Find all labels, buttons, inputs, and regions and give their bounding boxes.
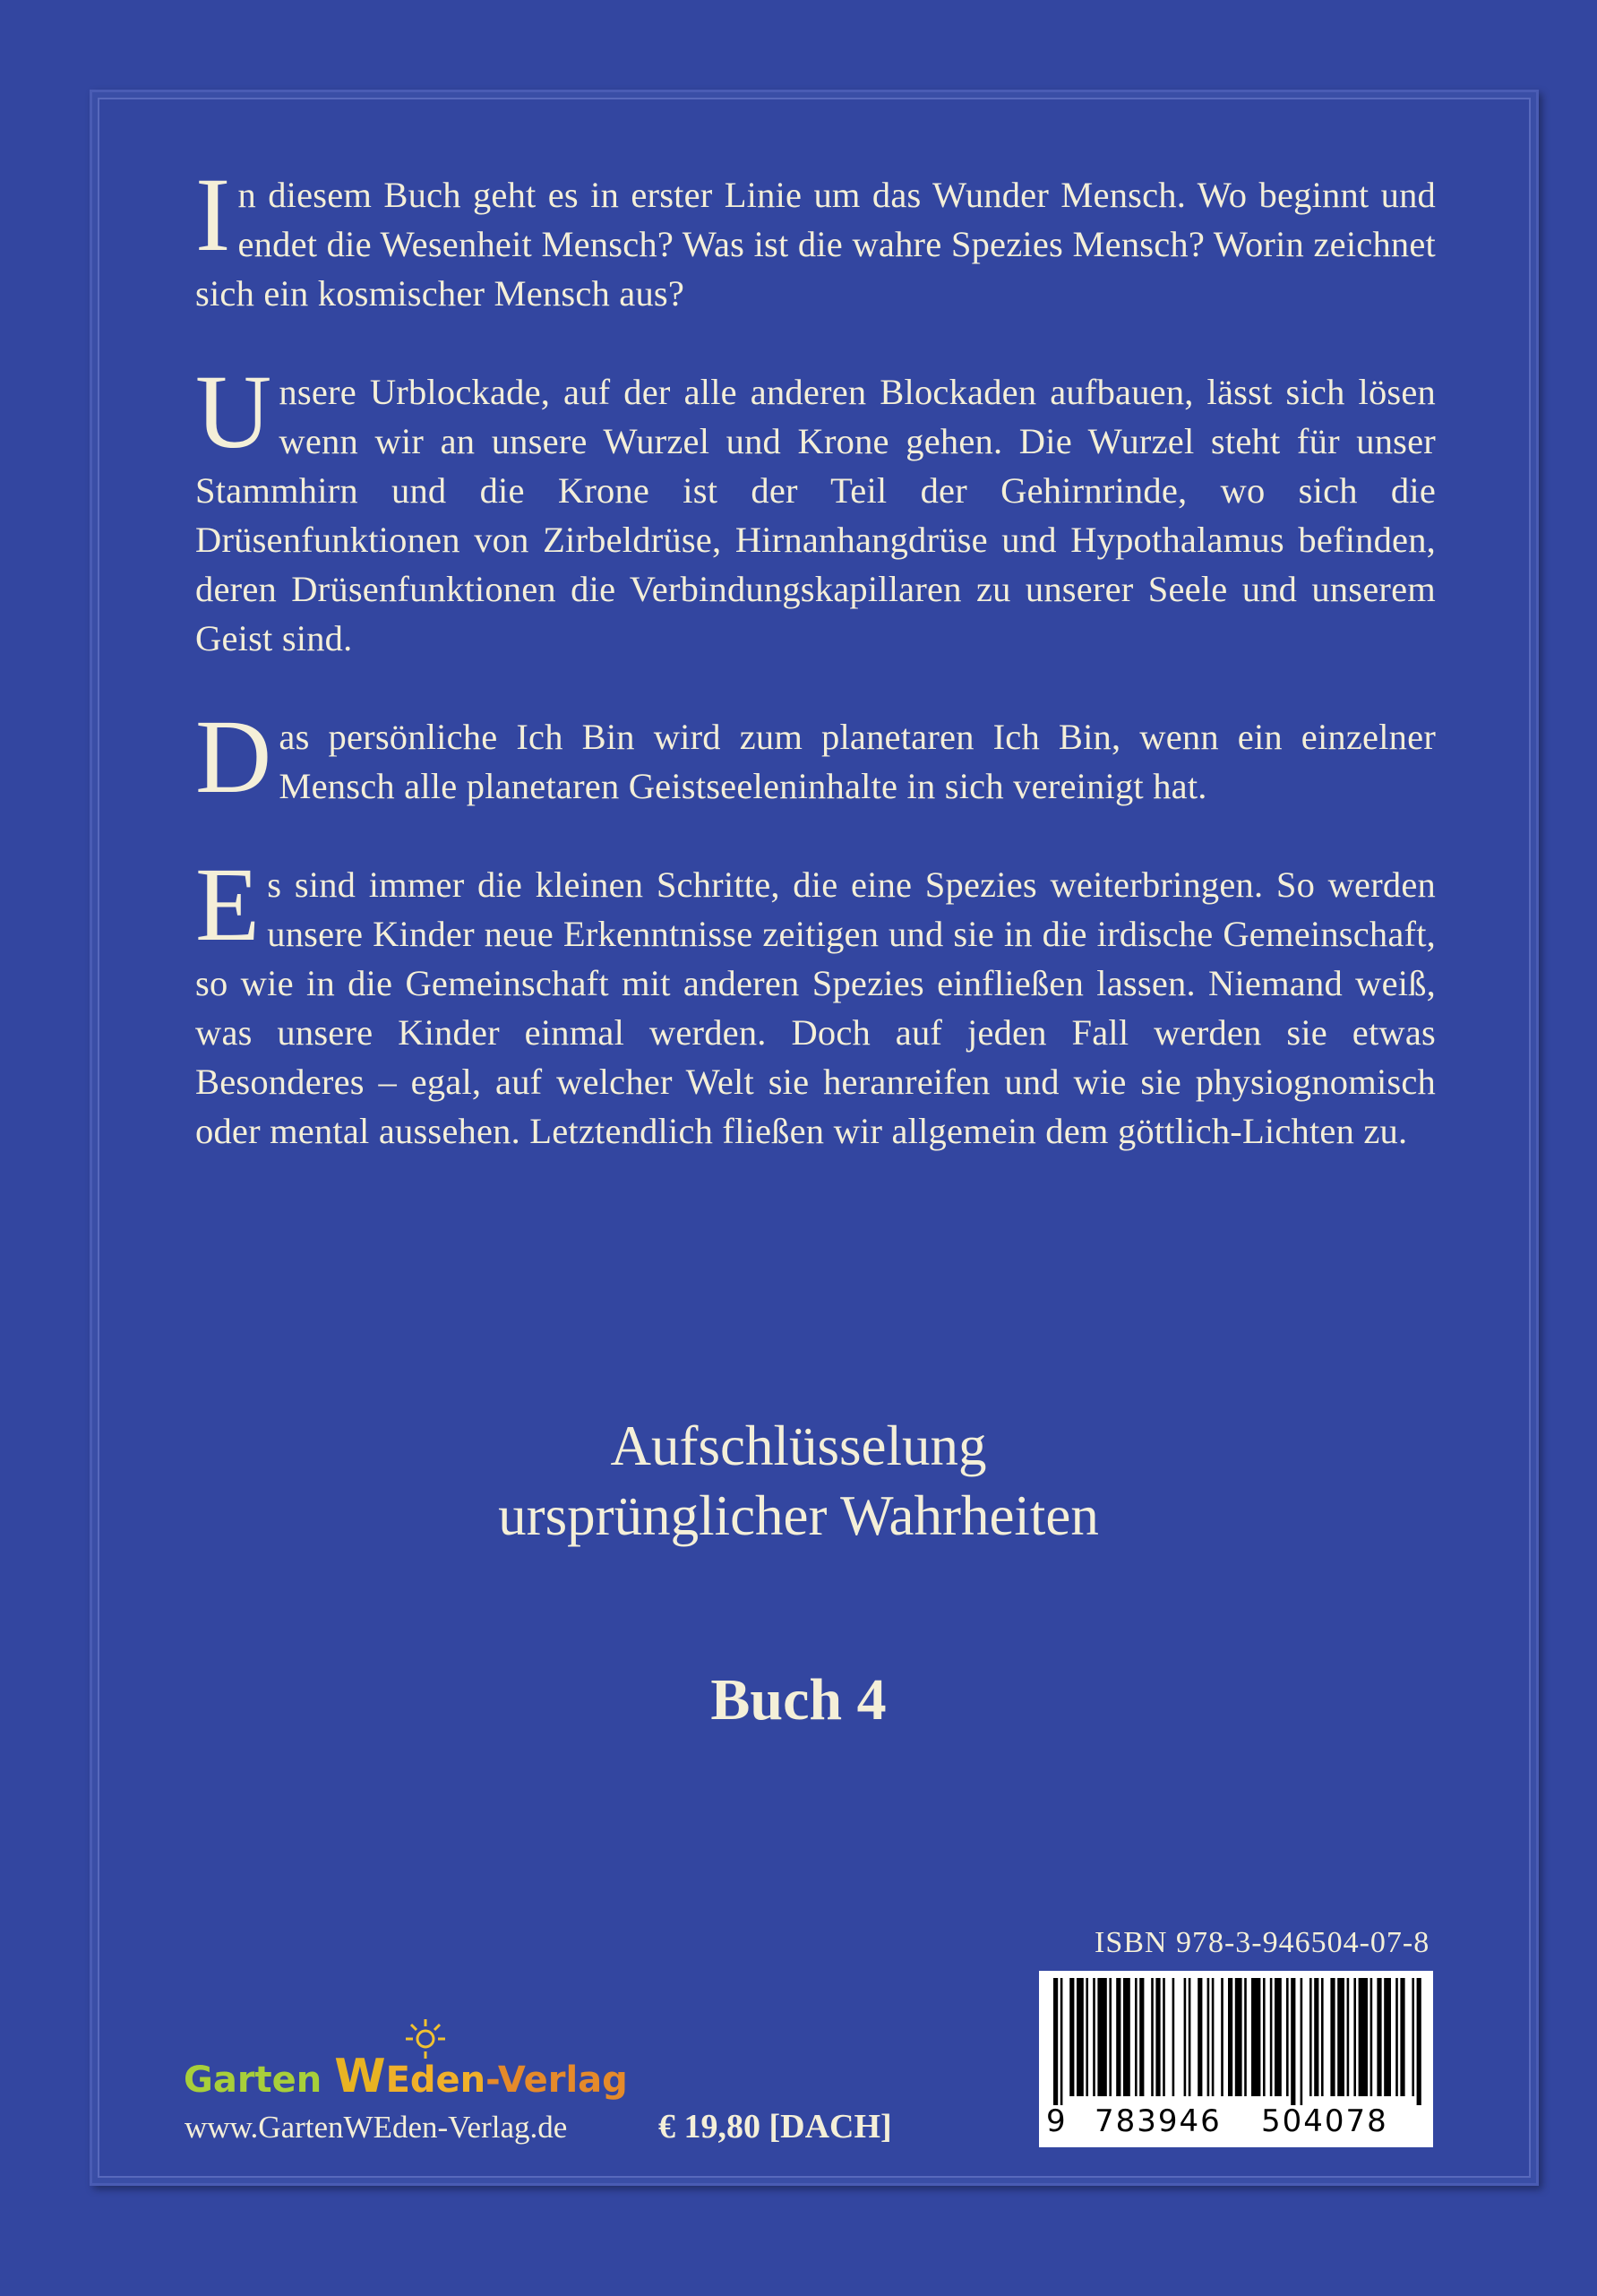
price-label: € 19,80 [DACH] (658, 2108, 892, 2146)
barcode-bar (1139, 1978, 1144, 2096)
logo-part-w: W (334, 2050, 386, 2103)
publisher-url[interactable]: www.GartenWEden-Verlag.de (185, 2110, 568, 2145)
drop-cap: I (195, 156, 231, 273)
paragraph-2 (195, 353, 1436, 663)
barcode-bars (1039, 1971, 1433, 2105)
barcode-bar (1172, 1978, 1175, 2096)
barcode-bar (1086, 1978, 1088, 2096)
barcode-bar (1212, 1978, 1215, 2096)
barcode-bar (1291, 1978, 1295, 2105)
barcode-bar (1263, 1978, 1266, 2096)
paragraph-text: n diesem Buch geht es in erster Linie um das Wunder Mensch. Wo beginnt und endet die Wesenheit Mensch? Was ist die wahre Spezies Mensch? Worin zeichnet sich ein kosmischer Mensch aus? (195, 175, 1436, 314)
barcode-bar (1109, 1978, 1112, 2096)
barcode-bar (1060, 1978, 1063, 2105)
barcode-bar (1400, 1978, 1404, 2096)
barcode-bar (1235, 1978, 1242, 2096)
ean-barcode (1039, 1971, 1433, 2147)
barcode-bar (1384, 1978, 1391, 2096)
barcode-bar (1123, 1978, 1130, 2096)
barcode-bar (1053, 1978, 1058, 2105)
barcode-bar (1155, 1978, 1160, 2096)
barcode-bar (1189, 1978, 1191, 2096)
barcode-bar (1097, 1978, 1106, 2096)
barcode-bar (1198, 1978, 1202, 2096)
drop-cap: E (195, 846, 261, 963)
barcode-bar (1377, 1978, 1381, 2096)
barcode-bar (1275, 1978, 1282, 2096)
logo-wordmark (184, 2050, 628, 2103)
barcode-bar (1395, 1978, 1398, 2096)
barcode-bar (1116, 1978, 1120, 2096)
barcode-bar (1314, 1978, 1318, 2096)
barcode-bar (1228, 1978, 1232, 2096)
barcode-bar (1359, 1978, 1368, 2096)
drop-cap: D (195, 698, 272, 815)
series-title-line-2: ursprünglicher Wahrheiten (498, 1484, 1099, 1547)
barcode-bar (1412, 1978, 1414, 2096)
logo-part-eden: Eden (385, 2060, 486, 2101)
barcode-bar (1244, 1978, 1247, 2096)
paragraph-4 (195, 846, 1436, 1156)
barcode-bar (1251, 1978, 1260, 2096)
paragraph-1 (195, 156, 1436, 318)
book-number: Buch 4 (710, 1667, 887, 1733)
barcode-bar (1286, 1978, 1289, 2096)
barcode-bar (1069, 1978, 1074, 2096)
drop-cap: U (195, 353, 272, 470)
barcode-bar (1093, 1978, 1095, 2096)
isbn-label: ISBN 978-3-946504-07-8 (1095, 1926, 1430, 1959)
barcode-bar (1135, 1978, 1138, 2096)
barcode-bar (1309, 1978, 1312, 2096)
paragraph-text: s sind immer die kleinen Schritte, die eine Spezies weiterbringen. So werden unsere Kinder neue Erkenntnisse zeitigen und sie in die irdische Gemeinschaft, so wie in die Gemeinschaft mit anderen Spezies einfließen lassen. Niemand weiß, was unsere Kinder einmal werden. Doch auf jeden Fall werden sie etwas Besonderes – egal, auf welcher Welt sie heranreifen und wie sie physiognomisch oder mental aussehen. Letztendlich fließen wir allgemein dem göttlich-Lichten zu. (195, 864, 1436, 1151)
barcode-bar (1301, 1978, 1303, 2105)
back-cover-blurb (195, 156, 1436, 1205)
series-title (0, 1411, 1597, 1551)
barcode-bar (1077, 1978, 1084, 2096)
barcode-bar (1151, 1978, 1154, 2096)
barcode-bar (1270, 1978, 1273, 2096)
barcode-bar (1330, 1978, 1335, 2096)
paragraph-text: nsere Urblockade, auf der alle anderen Blockaden aufbauen, lässt sich lösen wenn wir an unsere Wurzel und Krone gehen. Die Wurzel steht für unser Stammhirn und die Krone ist der Teil der Gehirnrinde, wo sich die Drüsenfunktionen von Zirbeldrüse, Hirnanhangdrüse und Hypothalamus befinden, deren Drüsenfunktionen die Verbindungskapillaren zu unserer Seele und unserem Geist sind. (195, 372, 1436, 658)
barcode-bar (1417, 1978, 1421, 2105)
paragraph-text: as persönliche Ich Bin wird zum planetaren Ich Bin, wenn ein einzelner Mensch alle planetaren Geistseeleninhalte in sich vereinigt hat. (279, 717, 1436, 806)
barcode-bar (1207, 1978, 1210, 2096)
barcode-bar (1337, 1978, 1344, 2096)
logo-part-verlag: Verlag (497, 2060, 628, 2101)
barcode-bar (1221, 1978, 1224, 2096)
logo-part-garten: Garten (184, 2060, 335, 2101)
barcode-bar (1370, 1978, 1373, 2096)
barcode-bar (1321, 1978, 1324, 2096)
barcode-bar (1353, 1978, 1356, 2096)
barcode-bar (1163, 1978, 1165, 2096)
barcode-bar (1184, 1978, 1187, 2096)
barcode-digits (1039, 2103, 1433, 2143)
series-title-line-1: Aufschlüsselung (610, 1415, 987, 1477)
publisher-logo (184, 2016, 628, 2105)
barcode-right-digits: 504078 (1261, 2103, 1388, 2139)
logo-part-dash: - (485, 2060, 498, 2101)
barcode-left-digits: 783946 (1095, 2103, 1222, 2139)
paragraph-3 (195, 698, 1436, 815)
barcode-first-digit: 9 (1046, 2103, 1066, 2139)
barcode-bar (1347, 1978, 1350, 2096)
